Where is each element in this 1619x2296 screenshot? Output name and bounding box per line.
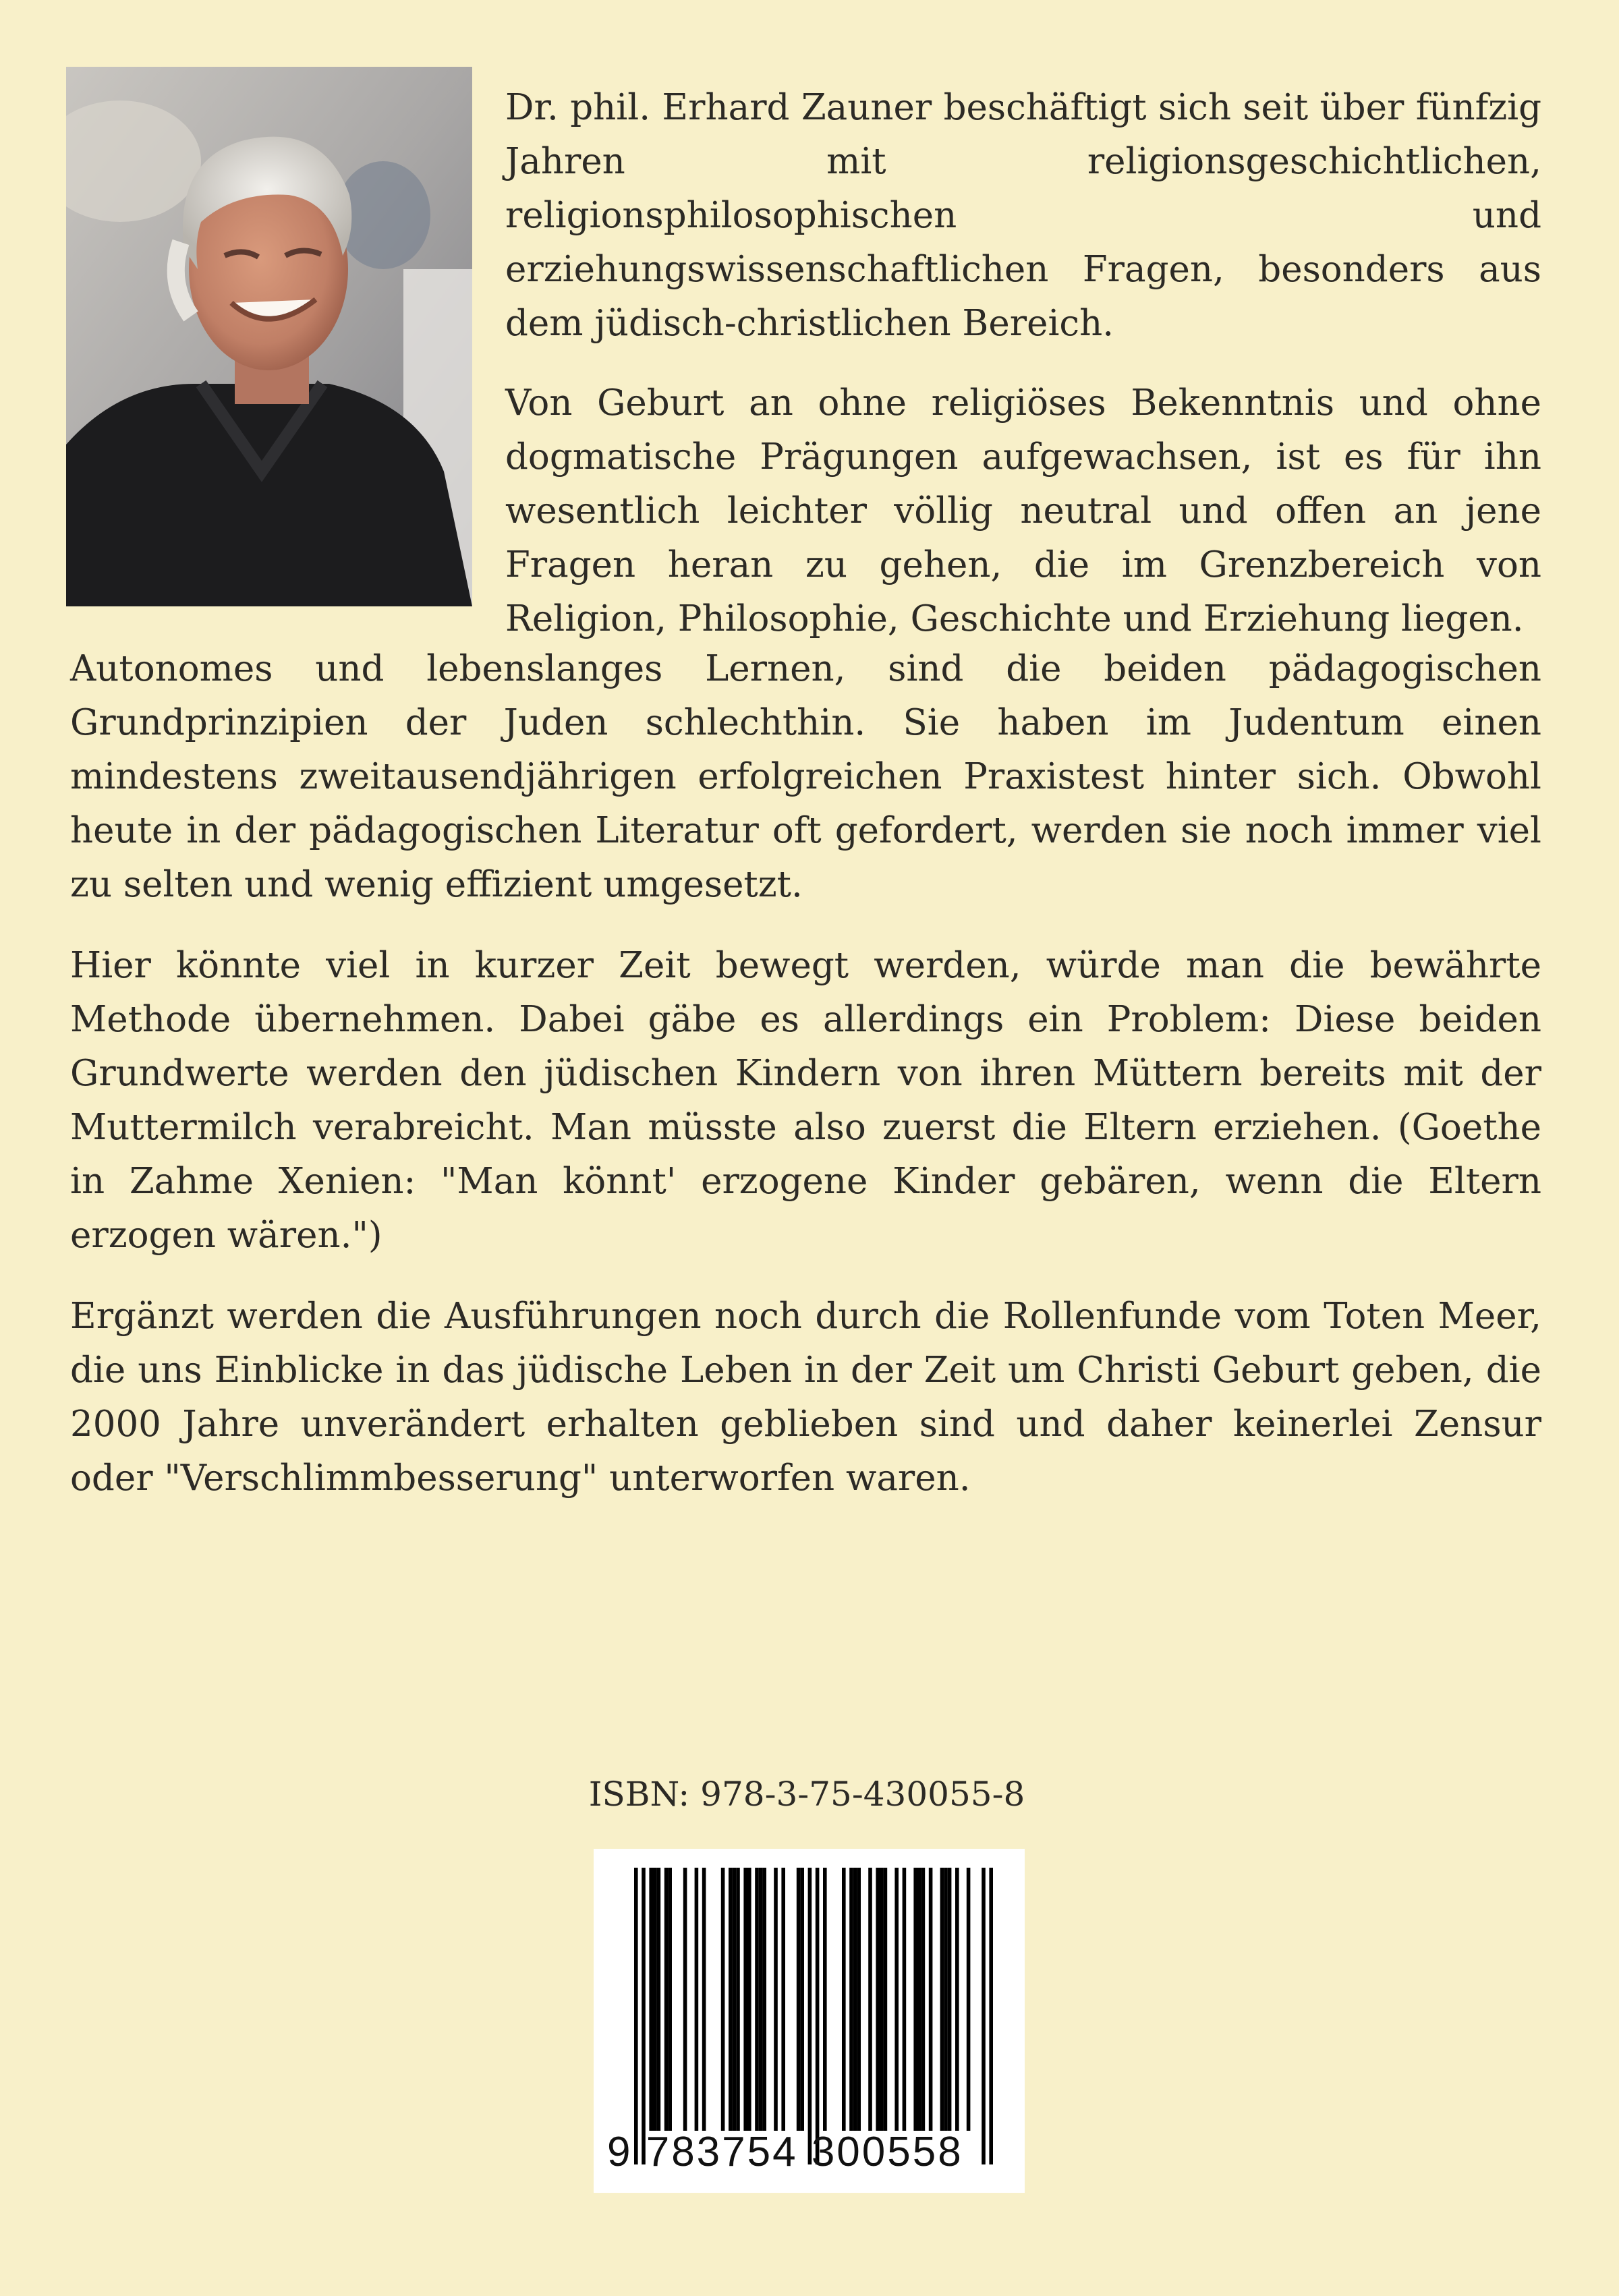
barcode-bar xyxy=(849,1868,853,2131)
barcode-bar xyxy=(642,1868,646,2164)
barcode-bar xyxy=(721,1868,725,2131)
barcode-bar xyxy=(884,1868,888,2131)
barcode-bar xyxy=(808,1868,812,2164)
author-bio xyxy=(505,81,1541,646)
barcode-bar xyxy=(903,1868,907,2131)
blurb-paragraph: Autonomes und lebenslanges Lernen, sind die beiden pädagogischen Grundprinzipien der Juden schlechthin. Sie haben im Judentum einen mindestens zweitausendjährigen erfolgreichen Praxistest hinter sich. Obwohl heute in der pädagogischen Literatur oft gefordert, werden sie noch immer viel zu selten und wenig effizient umgesetzt. xyxy=(70,648,1541,905)
barcode-bar xyxy=(755,1868,759,2131)
author-portrait-image xyxy=(66,67,472,606)
barcode-bar xyxy=(797,1868,801,2131)
barcode-bar xyxy=(967,1868,971,2131)
isbn-barcode xyxy=(594,1849,1025,2193)
blurb-paragraph: Ergänzt werden die Ausführungen noch durch die Rollenfunde vom Toten Meer, die uns Einblicke in das jüdische Leben in der Zeit um Christi Geburt geben, die 2000 Jahre unverändert erhalten geblieben sind und daher keinerlei Zensur oder "Verschlimmbesserung" unterworfen waren. xyxy=(70,1296,1541,1499)
barcode-bar xyxy=(733,1868,737,2131)
barcode-bar xyxy=(781,1868,785,2131)
barcode-bar xyxy=(940,1868,944,2131)
barcode-bar xyxy=(853,1868,857,2131)
author-bio-paragraph: Dr. phil. Erhard Zauner beschäftigt sich seit über fünfzig Jahren mit religionsgeschichtlichen, religionsphilosophischen und erziehungswissenschaftlichen Fragen, besonders aus dem jüdisch-christlichen Bereich. xyxy=(505,87,1541,344)
barcode-bar xyxy=(944,1868,948,2131)
author-photo xyxy=(66,67,472,606)
barcode-bar xyxy=(982,1868,986,2164)
barcode-bar xyxy=(917,1868,921,2131)
barcode-bar xyxy=(736,1868,740,2131)
barcode-bar xyxy=(743,1868,747,2131)
barcode-bar xyxy=(989,1868,993,2164)
barcode-bar xyxy=(762,1868,766,2131)
barcode-bar xyxy=(729,1868,733,2131)
barcode-bar xyxy=(816,1868,820,2164)
barcode-bar xyxy=(921,1868,926,2131)
barcode-bar xyxy=(747,1868,751,2131)
barcode-bar xyxy=(759,1868,763,2131)
barcode-bar xyxy=(668,1868,672,2131)
barcode-bar xyxy=(868,1868,872,2131)
barcode-bar xyxy=(653,1868,657,2131)
barcode-bar xyxy=(683,1868,687,2131)
barcode-bar xyxy=(823,1868,827,2131)
barcode-bar xyxy=(948,1868,952,2131)
author-bio-paragraph: Von Geburt an ohne religiöses Bekenntnis und ohne dogmatische Prägungen aufgewachsen, ist es für ihn wesentlich leichter völlig neutral und offen an jene Fragen heran zu gehen, die im Grenzbereich von Religion, Philosophie, Geschichte und Erziehung liegen. xyxy=(505,382,1541,639)
blurb xyxy=(70,642,1541,1505)
barcode-bar xyxy=(649,1868,653,2131)
barcode-bar xyxy=(876,1868,880,2131)
barcode-bar xyxy=(880,1868,884,2131)
barcode-bar xyxy=(774,1868,778,2131)
barcode-bar xyxy=(929,1868,933,2131)
barcode-bar xyxy=(664,1868,669,2131)
barcode-bar xyxy=(955,1868,959,2131)
barcode-bar xyxy=(695,1868,699,2131)
barcode-digits: 9 783754 300558 xyxy=(607,2129,963,2175)
blurb-paragraph: Hier könnte viel in kurzer Zeit bewegt werden, würde man die bewährte Methode übernehmen. Dabei gäbe es allerdings ein Problem: Diese beiden Grundwerte werden den jüdischen Kindern von ihren Müttern bereits mit der Muttermilch verabreicht. Man müsste also zuerst die Eltern erziehen. (Goethe in Zahme Xenien: "Man könnt' erzogene Kinder gebären, wenn die Eltern erzogen wären.") xyxy=(70,945,1541,1256)
barcode-bar xyxy=(634,1868,638,2164)
barcode-bar xyxy=(842,1868,846,2131)
barcode-bar xyxy=(800,1868,804,2131)
barcode-bar xyxy=(657,1868,661,2131)
barcode-bar xyxy=(913,1868,917,2131)
barcode-bar xyxy=(702,1868,706,2131)
barcode-bar xyxy=(857,1868,861,2131)
isbn-label: ISBN: 978-3-75-430055-8 xyxy=(588,1775,1025,1814)
barcode-bar xyxy=(894,1868,899,2131)
